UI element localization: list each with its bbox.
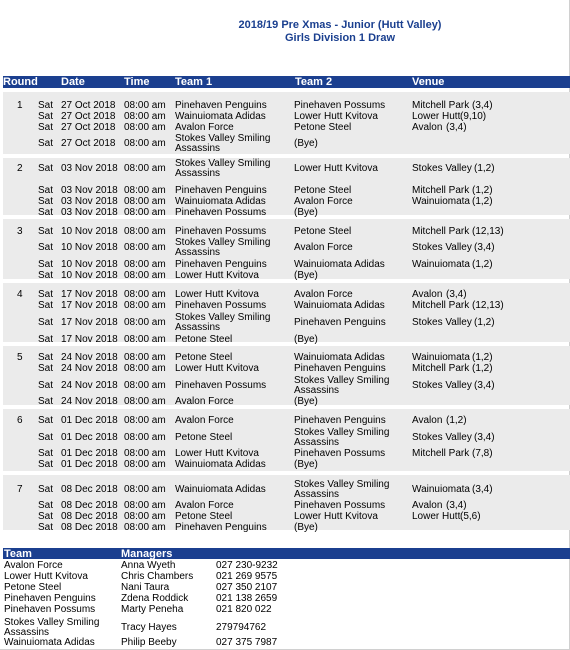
game-team2: Pinehaven Penguins (294, 415, 386, 426)
manager-name: Zdena Roddick (121, 593, 189, 604)
game-team2: (Bye) (294, 207, 318, 218)
manager-team: Petone Steel (4, 582, 62, 593)
game-day: Sat (38, 138, 54, 149)
manager-name: Tracy Hayes (121, 622, 177, 633)
game-team2: Stokes Valley Smiling Assassins (294, 427, 390, 448)
game-day: Sat (38, 415, 54, 426)
game-courts: (3,4) (474, 242, 495, 253)
game-team2: Wainuiomata Adidas (294, 352, 385, 363)
game-venue: Mitchell Park (412, 185, 470, 196)
game-time: 08:00 am (124, 432, 166, 443)
game-venue: Mitchell Park (412, 363, 470, 374)
game-team1: Pinehaven Penguins (175, 259, 267, 270)
game-day: Sat (38, 317, 54, 328)
game-team2: (Bye) (294, 270, 318, 281)
manager-name: Anna Wyeth (121, 560, 176, 571)
game-time: 08:00 am (124, 415, 166, 426)
game-venue: Wainuiomata (412, 352, 470, 363)
game-venue: Mitchell Park (412, 226, 470, 237)
managers-header-bar (3, 548, 570, 559)
game-time: 08:00 am (124, 352, 166, 363)
game-date: 24 Nov 2018 (61, 396, 118, 407)
game-courts: (3,4) (446, 122, 467, 133)
game-time: 08:00 am (124, 380, 166, 391)
manager-team: Pinehaven Penguins (4, 593, 96, 604)
game-day: Sat (38, 270, 54, 281)
game-team2: Pinehaven Penguins (294, 317, 386, 328)
game-date: 10 Nov 2018 (61, 226, 118, 237)
game-team1: Wainuiomata Adidas (175, 484, 266, 495)
game-date: 03 Nov 2018 (61, 185, 118, 196)
game-time: 08:00 am (124, 185, 166, 196)
game-date: 01 Dec 2018 (61, 415, 118, 426)
manager-phone: 027 350 2107 (216, 582, 278, 593)
round-number: 5 (17, 352, 23, 363)
game-time: 08:00 am (124, 459, 166, 470)
game-date: 17 Nov 2018 (61, 334, 118, 345)
game-team1: Wainuiomata Adidas (175, 196, 266, 207)
game-date: 08 Dec 2018 (61, 511, 118, 522)
game-time: 08:00 am (124, 100, 166, 111)
game-time: 08:00 am (124, 163, 166, 174)
game-date: 10 Nov 2018 (61, 270, 118, 281)
game-time: 08:00 am (124, 334, 166, 345)
game-team2: Lower Hutt Kvitova (294, 111, 378, 122)
game-date: 01 Dec 2018 (61, 459, 118, 470)
game-team2: Wainuiomata Adidas (294, 259, 385, 270)
game-venue: Stokes Valley (412, 432, 472, 443)
game-courts: (3,4) (474, 380, 495, 391)
page-title: 2018/19 Pre Xmas - Junior (Hutt Valley) (238, 19, 442, 31)
game-date: 24 Nov 2018 (61, 363, 118, 374)
game-day: Sat (38, 432, 54, 443)
header-team2: Team 2 (295, 76, 333, 88)
game-venue: Mitchell Park (412, 100, 470, 111)
game-day: Sat (38, 484, 54, 495)
game-courts: (12,13) (472, 300, 504, 311)
header-team1: Team 1 (175, 76, 213, 88)
game-day: Sat (38, 300, 54, 311)
game-team1: Petone Steel (175, 511, 233, 522)
game-time: 08:00 am (124, 226, 166, 237)
game-team1: Pinehaven Penguins (175, 100, 267, 111)
game-day: Sat (38, 122, 54, 133)
game-courts: (1,2) (472, 352, 493, 363)
game-courts: (1,2) (474, 163, 495, 174)
manager-team: Lower Hutt Kvitova (4, 571, 88, 582)
game-day: Sat (38, 380, 54, 391)
game-team2: (Bye) (294, 522, 318, 533)
game-team1: Avalon Force (175, 500, 234, 511)
game-team1: Lower Hutt Kvitova (175, 363, 259, 374)
game-team2: (Bye) (294, 138, 318, 149)
game-date: 08 Dec 2018 (61, 484, 118, 495)
game-venue: Stokes Valley (412, 242, 472, 253)
game-time: 08:00 am (124, 242, 166, 253)
game-courts: (1,2) (472, 363, 493, 374)
game-venue: Wainuiomata (412, 259, 470, 270)
game-team2: Avalon Force (294, 289, 353, 300)
manager-phone: 021 820 022 (216, 604, 272, 615)
game-date: 10 Nov 2018 (61, 242, 118, 253)
game-time: 08:00 am (124, 317, 166, 328)
manager-name: Philip Beeby (121, 637, 177, 648)
manager-phone: 021 138 2659 (216, 593, 278, 604)
game-time: 08:00 am (124, 259, 166, 270)
game-courts: (1,2) (472, 185, 493, 196)
game-team2: Petone Steel (294, 185, 352, 196)
game-team1: Avalon Force (175, 415, 234, 426)
game-team1: Lower Hutt Kvitova (175, 270, 259, 281)
game-team1: Lower Hutt Kvitova (175, 448, 259, 459)
header-venue: Venue (412, 76, 445, 88)
game-date: 01 Dec 2018 (61, 448, 118, 459)
game-courts: (7,8) (472, 448, 493, 459)
game-courts: (3,4) (474, 432, 495, 443)
game-team1: Wainuiomata Adidas (175, 111, 266, 122)
round-number: 4 (17, 289, 23, 300)
game-day: Sat (38, 500, 54, 511)
game-venue: Wainuiomata (412, 484, 470, 495)
header-date: Date (61, 76, 85, 88)
game-date: 24 Nov 2018 (61, 352, 118, 363)
game-day: Sat (38, 522, 54, 533)
game-team2: Petone Steel (294, 226, 352, 237)
game-date: 10 Nov 2018 (61, 259, 118, 270)
game-time: 08:00 am (124, 270, 166, 281)
game-date: 01 Dec 2018 (61, 432, 118, 443)
game-team2: Avalon Force (294, 242, 353, 253)
game-time: 08:00 am (124, 500, 166, 511)
game-time: 08:00 am (124, 363, 166, 374)
manager-phone: 021 269 9575 (216, 571, 278, 582)
game-team1: Avalon Force (175, 122, 234, 133)
game-date: 27 Oct 2018 (61, 138, 116, 149)
game-day: Sat (38, 100, 54, 111)
game-team2: Lower Hutt Kvitova (294, 511, 378, 522)
round-number: 1 (17, 100, 23, 111)
game-team1: Pinehaven Possums (175, 207, 267, 218)
game-day: Sat (38, 111, 54, 122)
game-time: 08:00 am (124, 196, 166, 207)
game-date: 17 Nov 2018 (61, 289, 118, 300)
game-team2: Pinehaven Possums (294, 500, 386, 511)
game-courts: (3,4) (446, 500, 467, 511)
game-date: 08 Dec 2018 (61, 522, 118, 533)
game-team1: Pinehaven Penguins (175, 185, 267, 196)
game-date: 17 Nov 2018 (61, 317, 118, 328)
game-day: Sat (38, 334, 54, 345)
round-number: 7 (17, 484, 23, 495)
game-time: 08:00 am (124, 396, 166, 407)
manager-team: Wainuiomata Adidas (4, 637, 95, 648)
game-team1: Stokes Valley Smiling Assassins (175, 312, 271, 333)
game-venue: Wainuiomata (412, 196, 470, 207)
game-venue: Lower Hutt (412, 511, 461, 522)
game-day: Sat (38, 511, 54, 522)
game-time: 08:00 am (124, 511, 166, 522)
game-team1: Stokes Valley Smiling Assassins (175, 158, 271, 179)
game-team2: (Bye) (294, 334, 318, 345)
game-courts: (1,2) (472, 196, 493, 207)
game-time: 08:00 am (124, 138, 166, 149)
game-date: 03 Nov 2018 (61, 163, 118, 174)
game-team1: Stokes Valley Smiling Assassins (175, 237, 271, 258)
header-team: Team (4, 548, 32, 560)
game-date: 27 Oct 2018 (61, 111, 116, 122)
manager-team: Pinehaven Possums (4, 604, 96, 615)
game-time: 08:00 am (124, 300, 166, 311)
manager-phone: 279794762 (216, 622, 267, 633)
game-time: 08:00 am (124, 522, 166, 533)
game-team2: Wainuiomata Adidas (294, 300, 385, 311)
game-team1: Wainuiomata Adidas (175, 459, 266, 470)
game-team2: Pinehaven Possums (294, 100, 386, 111)
game-team1: Pinehaven Penguins (175, 522, 267, 533)
round-number: 2 (17, 163, 23, 174)
game-date: 08 Dec 2018 (61, 500, 118, 511)
game-team2: (Bye) (294, 459, 318, 470)
game-courts: (1,2) (472, 259, 493, 270)
game-venue: Avalon (412, 289, 443, 300)
round-number: 6 (17, 415, 23, 426)
game-date: 27 Oct 2018 (61, 122, 116, 133)
game-day: Sat (38, 185, 54, 196)
game-team1: Petone Steel (175, 334, 233, 345)
game-day: Sat (38, 396, 54, 407)
game-date: 17 Nov 2018 (61, 300, 118, 311)
game-team2: Stokes Valley Smiling Assassins (294, 479, 390, 500)
game-team1: Avalon Force (175, 396, 234, 407)
game-venue: Mitchell Park (412, 300, 470, 311)
game-day: Sat (38, 196, 54, 207)
game-venue: Lower Hutt (412, 111, 461, 122)
game-team2: Petone Steel (294, 122, 352, 133)
game-time: 08:00 am (124, 207, 166, 218)
manager-name: Chris Chambers (121, 571, 194, 582)
game-day: Sat (38, 459, 54, 470)
game-venue: Avalon (412, 122, 443, 133)
manager-team: Stokes Valley Smiling Assassins (4, 617, 100, 638)
game-venue: Stokes Valley (412, 380, 472, 391)
game-team2: Lower Hutt Kvitova (294, 163, 378, 174)
game-team1: Pinehaven Possums (175, 300, 267, 311)
draw-header-bar (3, 76, 570, 88)
game-team1: Lower Hutt Kvitova (175, 289, 259, 300)
page-subtitle: Girls Division 1 Draw (284, 32, 396, 44)
game-time: 08:00 am (124, 122, 166, 133)
game-courts: (3,4) (472, 100, 493, 111)
round-number: 3 (17, 226, 23, 237)
game-courts: (5,6) (460, 511, 481, 522)
header-managers: Managers (121, 548, 173, 560)
game-team2: Pinehaven Penguins (294, 363, 386, 374)
game-day: Sat (38, 259, 54, 270)
game-venue: Stokes Valley (412, 317, 472, 328)
game-team1: Petone Steel (175, 352, 233, 363)
manager-team: Avalon Force (4, 560, 63, 571)
game-day: Sat (38, 242, 54, 253)
game-team1: Petone Steel (175, 432, 233, 443)
game-day: Sat (38, 448, 54, 459)
game-team1: Stokes Valley Smiling Assassins (175, 133, 271, 154)
game-time: 08:00 am (124, 484, 166, 495)
game-venue: Avalon (412, 415, 443, 426)
game-venue: Mitchell Park (412, 448, 470, 459)
game-date: 24 Nov 2018 (61, 380, 118, 391)
game-courts: (1,2) (474, 317, 495, 328)
game-date: 03 Nov 2018 (61, 196, 118, 207)
game-courts: (3,4) (472, 484, 493, 495)
header-round: Round (3, 76, 38, 88)
game-team2: Stokes Valley Smiling Assassins (294, 375, 390, 396)
game-time: 08:00 am (124, 448, 166, 459)
game-team2: Avalon Force (294, 196, 353, 207)
game-day: Sat (38, 363, 54, 374)
game-team2: (Bye) (294, 396, 318, 407)
manager-phone: 027 230-9232 (216, 560, 278, 571)
game-time: 08:00 am (124, 289, 166, 300)
game-day: Sat (38, 226, 54, 237)
game-day: Sat (38, 289, 54, 300)
game-day: Sat (38, 207, 54, 218)
game-venue: Stokes Valley (412, 163, 472, 174)
game-date: 03 Nov 2018 (61, 207, 118, 218)
game-team1: Pinehaven Possums (175, 380, 267, 391)
manager-name: Nani Taura (121, 582, 170, 593)
game-courts: (1,2) (446, 415, 467, 426)
game-venue: Avalon (412, 500, 443, 511)
game-time: 08:00 am (124, 111, 166, 122)
game-day: Sat (38, 163, 54, 174)
manager-name: Marty Peneha (121, 604, 184, 615)
game-courts: (12,13) (472, 226, 504, 237)
game-date: 27 Oct 2018 (61, 100, 116, 111)
game-team1: Pinehaven Possums (175, 226, 267, 237)
game-courts: (3,4) (446, 289, 467, 300)
game-day: Sat (38, 352, 54, 363)
manager-phone: 027 375 7987 (216, 637, 278, 648)
game-courts: (9,10) (460, 111, 487, 122)
header-time: Time (124, 76, 150, 88)
game-team2: Pinehaven Possums (294, 448, 386, 459)
